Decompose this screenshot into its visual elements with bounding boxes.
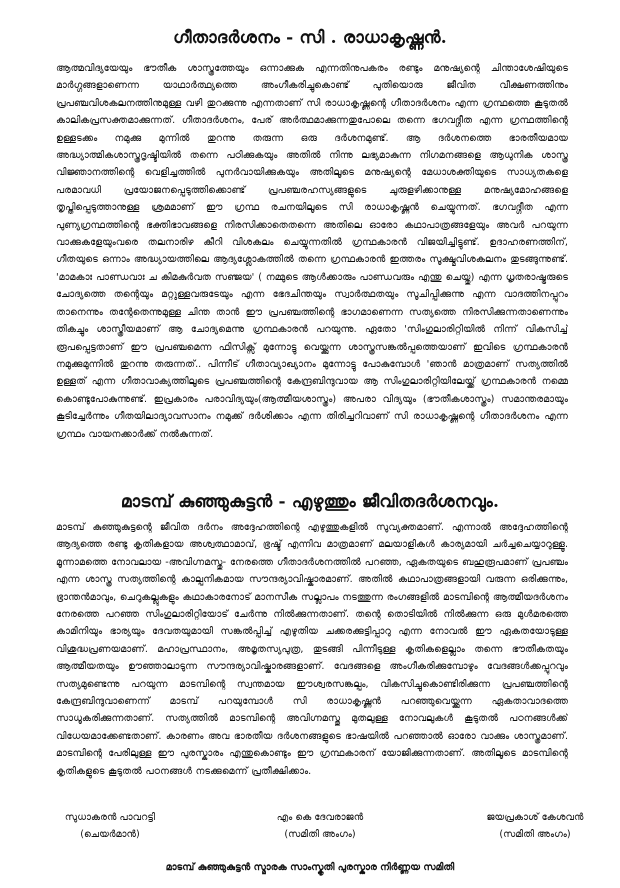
signatory-member-1 xyxy=(240,809,400,843)
section2-title: മാടമ്പ് കുഞ്ഞുകുട്ടൻ - എഴുത്തും ജീവിതദർശനവും. xyxy=(120,492,500,512)
signatory-name: സുധാകരൻ പാവറട്ടി xyxy=(64,812,156,823)
section1-title: ഗീതാദർശനം - സി . രാധാകൃഷ്ണൻ. xyxy=(173,28,447,48)
signatory-name: എം കെ ദേവരാജൻ xyxy=(276,812,364,823)
section1-body: ആത്മവിദ്യയേയും ഭൗതീക ശാസ്ത്രത്തേയും ഒന്നാക്കുക എന്നതിനുപകരം രണ്ടും മനുഷ്യന്റെ ചിന്താശേഷിയുടെ മാർഗ്ഗങ്ങളാണെന്ന യാഥാർത്ഥ്യത്തെ അംഗീകരിച്ചുകൊണ്ട് പുതിയൊരു ജീവിത വീക്ഷണത്തിനും പ്രപഞ്ചവിശകലനത്തിനുമുള്ള വഴി തുറക്കുന്നു എന്നതാണ് സി രാധാകൃഷ്ണന്റെ ഗീതാദർശനം എന്ന ഗ്രന്ഥത്തെ കൂടുതൽ കാലികപ്രസക്തമാക്കുന്നത്. ഗീതാദർശനം, പേര് അർത്ഥമാക്കുന്നതുപോലെ തന്നെ ഭഗവദ്ഗീത എന്ന ഗ്രന്ഥത്തിന്റെ ഉള്ളടക്കം നമുക്കു മുന്നിൽ തുറന്നു തരുന്ന ഒരു ദർശനമുണ്ട്. ആ ദർശനത്തെ ഭാരതീയമായ അദ്ധ്യാത്മികശാസ്ത്രദൃഷ്ടിയിൽ തന്നെ പഠിക്കുകയും അതിൽ നിന്നു ലഭ്യമാകുന്ന നിഗമനങ്ങളെ ആധുനിക ശാസ്ത്ര വിജ്ഞാനത്തിന്റെ വെളിച്ചത്തിൽ പുനർവായിക്കുകയും അതിലൂടെ മനുഷ്യന്റെ മേധാശക്തിയുടെ സാധ്യതകളെ പരമാവധി പ്രയോജനപ്പെടുത്തിക്കൊണ്ട് പ്രപഞ്ചരഹസ്യങ്ങളുടെ ചുരുളഴിക്കാനുള്ള മനുഷ്യമോഹങ്ങളെ തൃപ്തിപ്പെടുത്താനുള്ള ശ്രമമാണ് ഈ ഗ്രന്ഥ രചനയിലൂടെ സി രാധാകൃഷ്ണൻ ചെയ്യുന്നത്. ഭഗവദ്ഗീത എന്ന പുണ്യഗ്രന്ഥത്തിന്റെ ഭക്തിഭാവങ്ങളെ നിരസിക്കാതെതന്നെ അതിലെ ഓരോ കഥാപാത്രങ്ങളേയും അവർ പറയുന്ന വാക്കുകളേയുംവരെ തലനാരിഴ കീറി വിശകലം ചെയ്യുന്നതിൽ ഗ്രന്ഥകാരൻ വിജയിച്ചിട്ടുണ്ട്. ഉദാഹരണത്തിന്, ഗീതയുടെ ഒന്നാം അദ്ധ്യായത്തിലെ ആദ്യശ്ലോകത്തിൽ തന്നെ ഗ്രന്ഥകാരൻ ഇത്തരം സൂക്ഷ്മവിശകലനം തുടങ്ങുന്നുണ്ട്. 'മാമകാഃ പാണ്ഡവാഃ ച കിമകുർവത സഞ്ജയ' ( നമ്മുടെ ആൾക്കാരും പാണ്ഡവരും എന്തു ചെയ്തു) എന്ന ധൃതരാഷ്ട്രരുടെ ചോദ്യത്തെ തന്റെയും മറ്റുള്ളവരുടേയും എന്ന ഭേദചിന്തയും സ്വാർത്ഥതയും സൂചിപ്പിക്കുന്നു എന്ന വാദത്തിനപ്പുറം താനെന്നും തന്റേതെന്നുമുള്ള ചിന്ത താൻ ഈ പ്രപഞ്ചത്തിന്റെ ഭാഗമാണെന്ന സത്യത്തെ നിരസിക്കുന്നതാണെന്നും തികച്ചും ശാസ്ത്രീയമാണ് ആ ചോദ്യമെന്നു ഗ്രന്ഥകാരൻ പറയുന്നു. ഏതോ 'സിംഗുലാരിറ്റിയിൽ നിന്ന് വികസിച്ച് രൂപപ്പെട്ടതാണ് ഈ പ്രപഞ്ചമെന്ന ഫിസിക്സ് മുന്നോട്ടു വെയ്ക്കുന്ന ശാസ്ത്രസങ്കൽപ്പത്തെയാണ് ഇവിടെ ഗ്രന്ഥകാരൻ നമുക്കുമുന്നിൽ തുറന്നു തരുന്നത്.. പിന്നീട് ഗീതാവ്യാഖ്യാനം മുന്നോട്ടു പോകുമ്പോൾ 'ഞാൻ മാത്രമാണ് സത്യത്തിൽ ഉള്ളത് എന്ന ഗീതാവാക്യത്തിലൂടെ പ്രപഞ്ചത്തിന്റെ കേന്ദ്രബിന്ദുവായ ആ സിംഗുലാരിറ്റിയിലേയ്ക്ക് ഗ്രന്ഥകാരൻ നമ്മെ കൊണ്ടുപോകുന്നുണ്ട്. ഇപ്രകാരം പരാവിദ്യയും(ആത്മീയശാസ്ത്രം) അപരാ വിദ്യയും (ഭൗതീകശാസ്ത്രം) സമാന്തരമായും കൂടിച്ചേർന്നും ഗീതയിലാദ്യാവസാനം നമുക്ക് ദർശിക്കാം എന്ന തിരിച്ചറിവാണ് സി രാധാകൃഷ്ണന്റെ ഗീതാദർശനം എന്ന ഗ്രന്ഥം വായനക്കാർക്ക് നൽകുന്നത്. xyxy=(56,63,568,440)
signatory-name: ജയപ്രകാശ് കേശവൻ xyxy=(486,812,584,823)
section2-body: മാടമ്പ് കുഞ്ഞുകുട്ടന്റെ ജീവിത ദർനം അദ്ദേഹത്തിന്റെ എഴുത്തുകളിൽ സുവ്യക്തമാണ്. എന്നാൽ അദ്ദേഹത്തിന്റെ ആദ്യത്തെ രണ്ടു കൃതികളായ അശ്വത്ഥാമാവ്, ഭ്രഷ്ട് എന്നിവ മാത്രമാണ് മലയാളികൾ കാര്യമായി ചർച്ചചെയ്യാറുള്ളൂ. മൂന്നാമത്തെ നോവലായ -അവിഗ്നമസ്തു- നേരത്തെ ഗീതാദർശനത്തിൽ പറഞ്ഞ, ഏകതയുടെ ബഹുരൂപമാണ് പ്രപഞ്ചം എന്ന ശാസ്ത്ര സത്യത്തിന്റെ കാല്പനികമായ സൗന്ദര്യാവിഷ്കാരമാണ്. അതിൽ കഥാപാത്രങ്ങളായി വരുന്ന ഒരിക്കുന്നും, ഭ്രാന്തൻമാവും, ചെറുകല്ലുകളും കഥാകാരനോട് മാനസീക സല്ലാപം നടത്തുന്ന രംഗങ്ങളിൽ മാടമ്പിന്റെ ആത്മീയദർശനം നേരത്തെ പറഞ്ഞ സിംഗുലാരിറ്റിയോട് ചേർന്നു നിൽക്കുന്നതാണ്. തന്റെ തൊടിയിൽ നിൽക്കുന്ന ഒരു മുൾമരത്തെ കാമിനിയും ഭാര്യയും ദേവതയുമായി സങ്കൽപ്പിച്ച് എഴുതിയ ചക്കരക്കുട്ടിപ്പാറു എന്ന നോവൽ ഈ ഏകതയോടുള്ള വിശുദ്ധപ്രണയമാണ്. മഹാപ്രസ്ഥാനം, അമൃതസ്യപുത്ര, തുടങ്ങി പിന്നീടുള്ള കൃതികളെല്ലാം തന്നെ ഭൗതീകതയും ആത്മീയതയും ഊഞ്ഞാലാടുന്ന സൗന്ദര്യാവിഷ്കാരങ്ങളാണ്. വേദങ്ങളെ അംഗീകരിക്കുമ്പോഴും വേദങ്ങൾക്കപ്പുറവും സത്യമുണ്ടെന്നു പറയുന്ന മാടമ്പിന്റെ സ്വന്തമായ ഈശ്വരസങ്കല്പം, വികസിച്ചുകൊണ്ടിരിക്കുന്ന പ്രപഞ്ചത്തിന്റെ കേന്ദ്രബിന്ദുവാണെന്ന് മാടമ്പ് പറയുമ്പോൾ സി രാധാകൃഷ്ണൻ പറഞ്ഞുവെയ്ക്കുന്ന ഏകതാവാദത്തെ സാധൂകരിക്കുന്നതാണ്. സത്യത്തിൽ മാടമ്പിന്റെ അവിഗ്നമസ്തു മുതലുള്ള നോവലുകൾ കൂടുതൽ പഠനങ്ങൾക്ക് വിധേയമാക്കേണ്ടതാണ്. കാരണം അവ ഭാരതീയ ദർശനങ്ങളുടെ ഭാഷയിൽ പറഞ്ഞാൽ ഓരോ വാക്കും ശാസ്ത്രമാണ്. മാടമ്പിന്റെ പേരിലുള്ള ഈ പുരസ്കാരം എന്തുകൊണ്ടും ഈ ഗ്രന്ഥകാരന് യോജിക്കുന്നതാണ്. അതിലൂടെ മാടമ്പിന്റെ കൃതികളുടെ കൂടുതൽ പഠനങ്ങൾ നടക്കുമെന്ന് പ്രതീക്ഷിക്കാം. xyxy=(56,522,568,777)
signatory-role: (സമിതി അംഗം) xyxy=(499,829,571,840)
signatory-member-2 xyxy=(455,809,615,843)
signatory-role: (ചെയർമാൻ) xyxy=(80,829,140,840)
signatory-role: (സമിതി അംഗം) xyxy=(284,829,356,840)
signatories xyxy=(0,809,620,849)
signatory-chairman xyxy=(40,809,180,843)
committee-footer: മാടമ്പ് കുഞ്ഞുകുട്ടൻ സ്മാരക സാംസ്കൃതി പുരസ്കാര നിർണ്ണയ സമിതി xyxy=(165,862,455,873)
